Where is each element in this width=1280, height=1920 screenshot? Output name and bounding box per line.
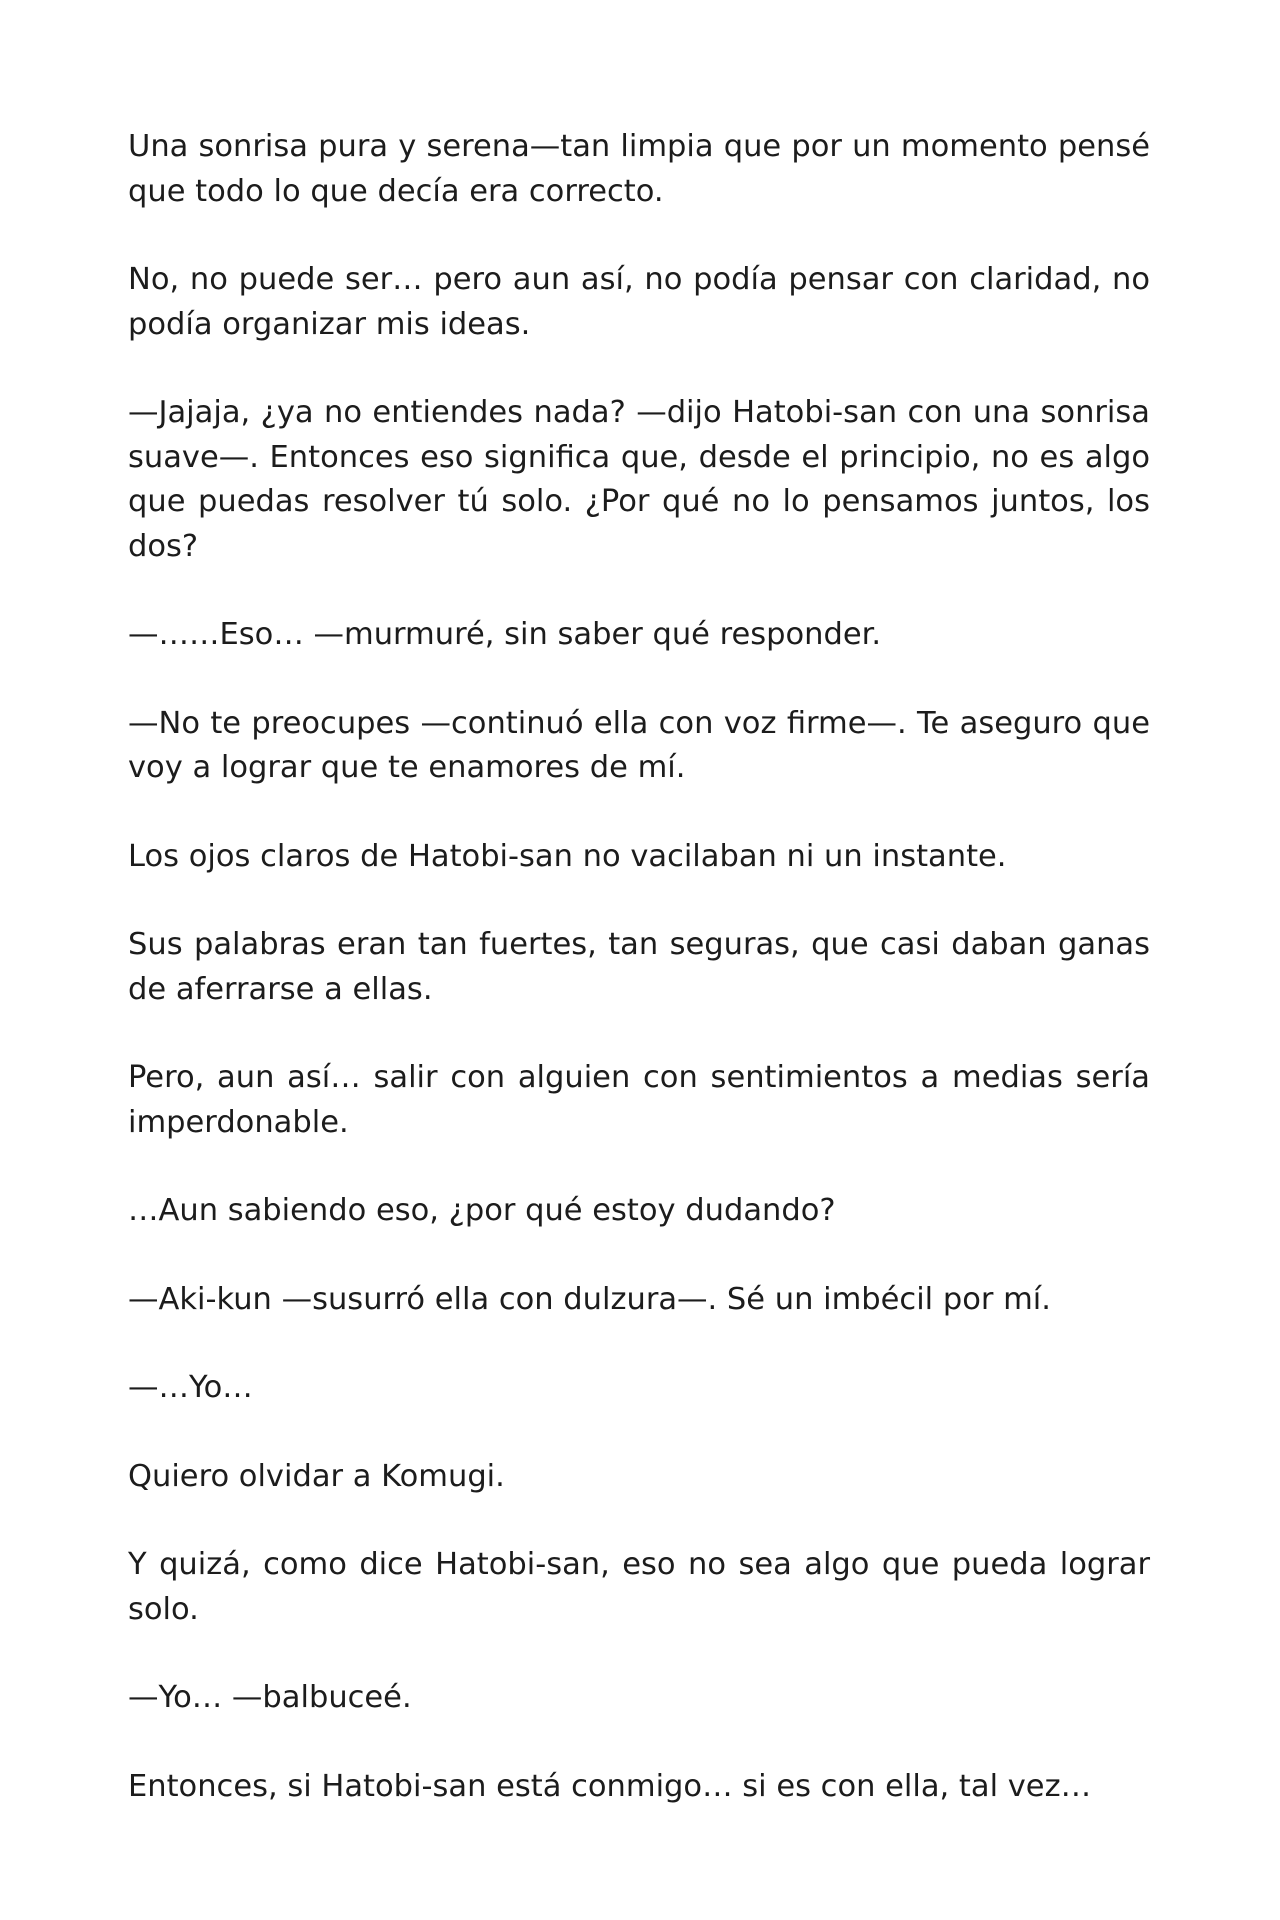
paragraph: Entonces, si Hatobi-san está conmigo… si es con ella, tal vez… — [128, 1768, 1092, 1804]
paragraph: —……Eso… —murmuré, sin saber qué responder. — [128, 617, 882, 652]
paragraph: —…Yo… — [128, 1370, 253, 1405]
paragraph: No, no puede ser… pero aun así, no podía pensar con claridad, no podía organizar mis ideas. — [128, 262, 1150, 342]
paragraph: Pero, aun así… salir con alguien con sentimientos a medias sería imperdonable. — [128, 1060, 1150, 1140]
document-page — [128, 125, 1150, 1809]
paragraph: —Jajaja, ¿ya no entiendes nada? —dijo Hatobi-san con una sonrisa suave—. Entonces eso significa que, desde el principio, no es algo que puedas resolver tú solo. ¿Por qué no lo pensamos juntos, los dos? — [128, 395, 1150, 564]
paragraph: Una sonrisa pura y serena—tan limpia que por un momento pensé que todo lo que decía era correcto. — [128, 129, 1150, 209]
paragraph: Quiero olvidar a Komugi. — [128, 1458, 505, 1494]
paragraph: —Yo… —balbuceé. — [128, 1680, 412, 1715]
paragraph: Sus palabras eran tan fuertes, tan seguras, que casi daban ganas de aferrarse a ellas. — [128, 927, 1150, 1007]
paragraph: …Aun sabiendo eso, ¿por qué estoy dudando? — [128, 1193, 836, 1228]
paragraph: Los ojos claros de Hatobi-san no vacilaban ni un instante. — [128, 838, 1007, 874]
paragraph: —No te preocupes —continuó ella con voz firme—. Te aseguro que voy a lograr que te enamores de mí. — [128, 705, 1150, 785]
paragraph: —Aki-kun —susurró ella con dulzura—. Sé un imbécil por mí. — [128, 1281, 1051, 1317]
paragraph: Y quizá, como dice Hatobi-san, eso no sea algo que pueda lograr solo. — [128, 1547, 1150, 1627]
